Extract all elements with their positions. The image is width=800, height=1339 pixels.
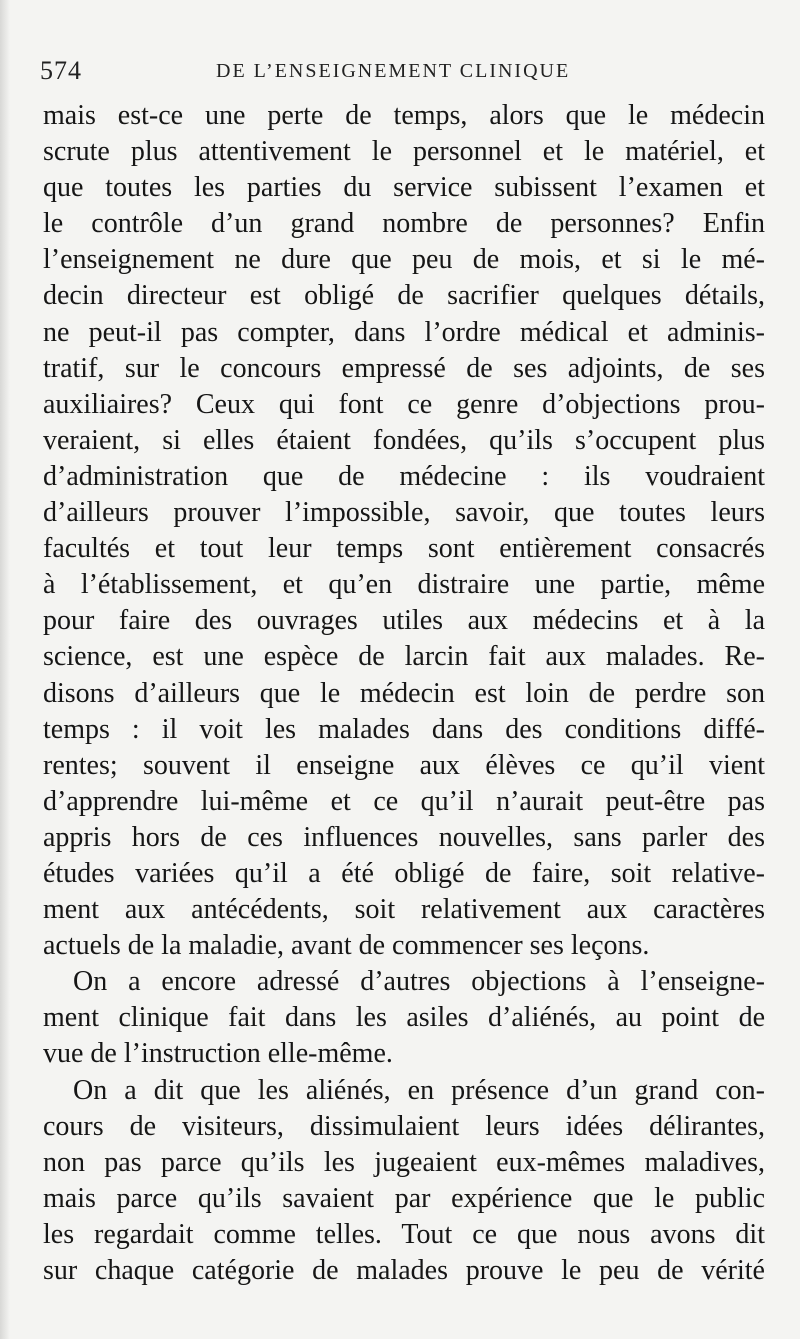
paragraph-start-line: On a encore adressé d’autres objections à l’enseigne-: [73, 966, 765, 998]
text-line: non pas parce qu’ils les jugeaient eux-mêmes maladives,: [43, 1146, 765, 1178]
text-line: le contrôle d’un grand nombre de personnes? Enfin: [43, 208, 765, 240]
page-number: 574: [40, 56, 82, 85]
text-line: disons d’ailleurs que le médecin est loin de perdre son: [43, 677, 765, 709]
text-line: à l’établissement, et qu’en distraire une partie, même: [43, 569, 765, 601]
running-head-title: DE L’ENSEIGNEMENT CLINIQUE: [216, 60, 571, 82]
text-line: facultés et tout leur temps sont entièrement consacrés: [43, 533, 765, 565]
text-line: d’apprendre lui-même et ce qu’il n’aurait peut-être pas: [43, 785, 765, 817]
text-line: d’ailleurs prouver l’impossible, savoir, que toutes leurs: [43, 497, 765, 529]
text-line: vue de l’instruction elle-même.: [43, 1038, 393, 1070]
text-line: scrute plus attentivement le personnel et le matériel, et: [43, 136, 765, 168]
text-line: cours de visiteurs, dissimulaient leurs idées délirantes,: [43, 1110, 765, 1142]
text-line: pour faire des ouvrages utiles aux médecins et à la: [43, 605, 765, 637]
text-line: les regardait comme telles. Tout ce que nous avons dit: [43, 1218, 765, 1250]
text-line: science, est une espèce de larcin fait aux malades. Re-: [43, 641, 765, 673]
text-line: mais est-ce une perte de temps, alors que le médecin: [43, 100, 765, 131]
text-line: actuels de la maladie, avant de commencer ses leçons.: [43, 930, 650, 962]
text-line: études variées qu’il a été obligé de faire, soit relative-: [43, 857, 765, 889]
text-line: que toutes les parties du service subissent l’examen et: [43, 172, 765, 204]
text-line: auxiliaires? Ceux qui font ce genre d’objections prou-: [43, 388, 765, 420]
text-line: appris hors de ces influences nouvelles, sans parler des: [43, 821, 765, 853]
text-line: ment aux antécédents, soit relativement aux caractères: [43, 894, 765, 926]
text-line: mais parce qu’ils savaient par expérience que le public: [43, 1182, 765, 1214]
text-line: d’administration que de médecine : ils voudraient: [43, 460, 765, 492]
text-line: rentes; souvent il enseigne aux élèves ce qu’il vient: [43, 749, 765, 781]
text-line: tratif, sur le concours empressé de ses adjoints, de ses: [43, 352, 765, 384]
text-line: veraient, si elles étaient fondées, qu’ils s’occupent plus: [43, 424, 765, 456]
text-line: ne peut-il pas compter, dans l’ordre médical et adminis-: [43, 316, 765, 348]
text-line: sur chaque catégorie de malades prouve le peu de vérité: [43, 1255, 765, 1286]
running-head: [40, 56, 760, 86]
text-line: decin directeur est obligé de sacrifier quelques détails,: [43, 280, 765, 312]
text-line: l’enseignement ne dure que peu de mois, et si le mé-: [43, 244, 765, 276]
page-gutter-shadow: [0, 0, 10, 1339]
body-text: [43, 98, 765, 1289]
paragraph-start-line: On a dit que les aliénés, en présence d’un grand con-: [73, 1074, 765, 1106]
text-line: ment clinique fait dans les asiles d’aliénés, au point de: [43, 1002, 765, 1034]
text-line: temps : il voit les malades dans des conditions diffé-: [43, 713, 765, 745]
